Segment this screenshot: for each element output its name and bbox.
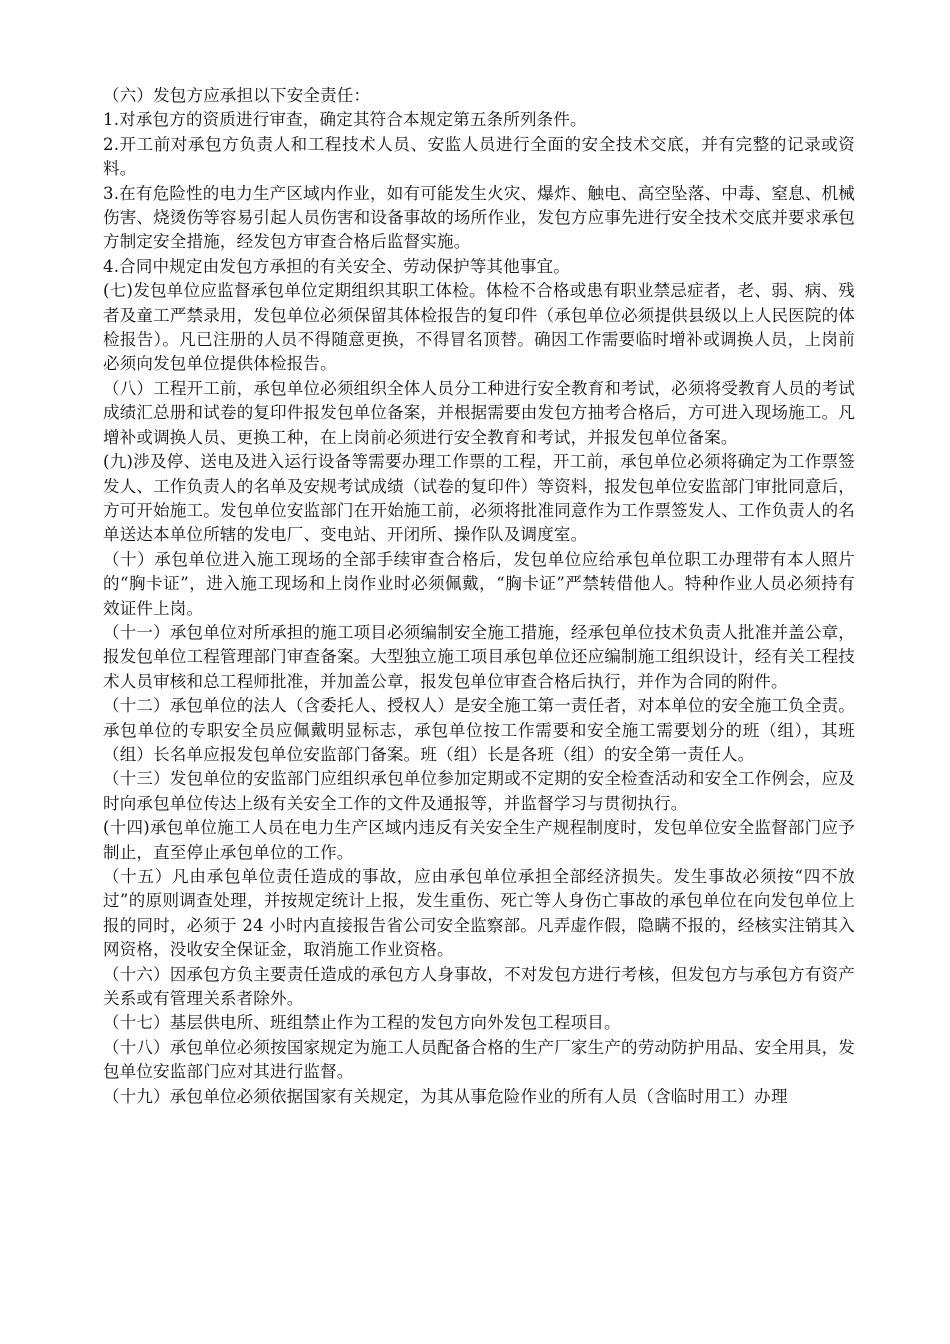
paragraph-06: （六）发包方应承担以下安全责任： <box>103 86 371 105</box>
paragraph-08: （八）工程开工前，承包单位必须组织全体人员分工种进行安全教育和考试，必须将受教育人员的考试成绩汇总册和试卷的复印件报发包单位备案，并根据需要由发包方抽考合格后，方可进入现场施工。凡增补或调换人员、更换工种，在上岗前必须进行安全教育和考试，并报发包单位备案。 <box>103 378 855 447</box>
paragraph-12: （十二）承包单位的法人（含委托人、授权人）是安全施工第一责任者，对本单位的安全施工负全责。承包单位的专职安全员应佩戴明显标志，承包单位按工作需要和安全施工需要划分的班（组），其班（组）长名单应报发包单位安监部门备案。班（组）长是各班（组）的安全第一责任人。 <box>103 696 855 764</box>
paragraph-06-item-3: 3.在有危险性的电力生产区域内作业，如有可能发生火灾、爆炸、触电、高空坠落、中毒、窒息、机械伤害、烧烫伤等容易引起人员伤害和设备事故的场所作业，发包方应事先进行安全技术交底并要求承包方制定安全措施，经发包方审查合格后监督实施。 <box>103 183 855 252</box>
paragraph-18: （十八）承包单位必须按国家规定为施工人员配备合格的生产厂家生产的劳动防护用品、安全用具，发包单位安监部门应对其进行监督。 <box>103 1037 855 1082</box>
document-body <box>103 84 855 1109</box>
paragraph-10: （十）承包单位进入施工现场的全部手续审查合格后，发包单位应给承包单位职工办理带有本人照片的“胸卡证”，进入施工现场和上岗作业时必须佩戴，“胸卡证”严禁转借他人。特种作业人员必须持有效证件上岗。 <box>103 549 855 618</box>
paragraph-16: （十六）因承包方负主要责任造成的承包方人身事故，不对发包方进行考核，但发包方与承包方有资产关系或有管理关系者除外。 <box>103 964 855 1009</box>
paragraph-11: （十一）承包单位对所承担的施工项目必须编制安全施工措施，经承包单位技术负责人批准并盖公章，报发包单位工程管理部门审查备案。大型独立施工项目承包单位还应编制施工组织设计，经有关工程技术人员审核和总工程师批准，并加盖公章，报发包单位审查合格后执行，并作为合同的附件。 <box>103 622 855 691</box>
paragraph-06-item-4: 4.合同中规定由发包方承担的有关安全、劳动保护等其他事宜。 <box>103 256 571 276</box>
paragraph-19: （十九）承包单位必须依据国家有关规定，为其从事危险作业的所有人员（含临时用工）办理 <box>103 1086 788 1106</box>
paragraph-17: （十七）基层供电所、班组禁止作为工程的发包方向外发包工程项目。 <box>103 1013 621 1033</box>
paragraph-09: (九)涉及停、送电及进入运行设备等需要办理工作票的工程，开工前，承包单位必须将确定为工作票签发人、工作负责人的名单及安规考试成绩（试卷的复印件）等资料，报发包单位安监部门审批同意后，方可开始施工。发包单位安监部门在开始施工前，必须将批准同意作为工作票签发人、工作负责人的名单送达本单位所辖的发电厂、变电站、开闭所、操作队及调度室。 <box>103 452 855 545</box>
paragraph-14: (十四)承包单位施工人员在电力生产区域内违反有关安全生产规程制度时，发包单位安全监督部门应予制止，直至停止承包单位的工作。 <box>103 818 855 862</box>
paragraph-06-item-2: 2.开工前对承包方负责人和工程技术人员、安监人员进行全面的安全技术交底，并有完整的记录或资料。 <box>103 134 855 179</box>
paragraph-13: （十三）发包单位的安监部门应组织承包单位参加定期或不定期的安全检查活动和安全工作例会，应及时向承包单位传达上级有关安全工作的文件及通报等，并监督学习与贯彻执行。 <box>103 769 855 813</box>
paragraph-15: （十五）凡由承包单位责任造成的事故，应由承包单位承担全部经济损失。发生事故必须按“四不放过”的原则调查处理，并按规定统计上报，发生重伤、死亡等人身伤亡事故的承包单位在向发包单位上报的同时，必须于 24 小时内直接报告省公司安全监察部。凡弄虚作假，隐瞒不报的，经核实注销其入网资格，没收安全保证金，取消施工作业资格。 <box>103 867 855 960</box>
paragraph-06-item-1: 1.对承包方的资质进行审查，确定其符合本规定第五条所列条件。 <box>103 110 587 130</box>
paragraph-07: (七)发包单位应监督承包单位定期组织其职工体检。体检不合格或患有职业禁忌症者，老、弱、病、残者及童工严禁录用，发包单位必须保留其体检报告的复印件（承包单位必须提供县级以上人民医院的体检报告）。凡已注册的人员不得随意更换，不得冒名顶替。确因工作需要临时增补或调换人员，上岗前必须向发包单位提供体检报告。 <box>103 281 855 374</box>
